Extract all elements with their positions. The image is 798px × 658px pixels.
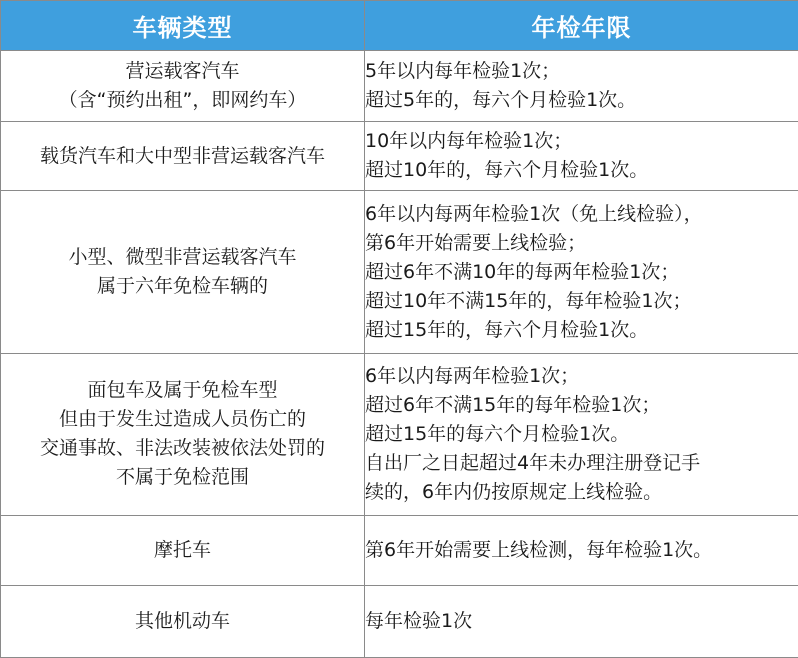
inspection-period-line: 超过6年不满10年的每两年检验1次； bbox=[365, 260, 680, 283]
table-row bbox=[1, 515, 798, 586]
inspection-period-line: 5年以内每年检验1次； bbox=[365, 60, 561, 83]
vehicle-type-line: 载货汽车和大中型非营运载客汽车 bbox=[39, 144, 325, 167]
vehicle-type-cell bbox=[1, 121, 365, 191]
vehicle-type-cell bbox=[1, 586, 365, 658]
vehicle-type-line: 小型、微型非营运载客汽车 bbox=[68, 246, 297, 269]
inspection-period-line: 6年以内每两年检验1次（免上线检验）， bbox=[365, 202, 703, 225]
table-row bbox=[1, 191, 798, 353]
inspection-period-line: 超过6年不满15年的每年检验1次； bbox=[365, 393, 661, 416]
vehicle-type-line: 其他机动车 bbox=[134, 610, 230, 633]
vehicle-type-line: 营运载客汽车 bbox=[125, 60, 240, 83]
inspection-period-cell bbox=[365, 51, 798, 122]
table-row bbox=[1, 51, 798, 122]
vehicle-type-cell bbox=[1, 353, 365, 515]
inspection-period-cell bbox=[365, 353, 798, 515]
vehicle-type-line: 不属于免检范围 bbox=[115, 466, 249, 489]
inspection-period-line: 超过15年的，每六个月检验1次。 bbox=[365, 318, 649, 341]
inspection-period-line: 第6年开始需要上线检验； bbox=[365, 231, 587, 254]
inspection-period-line: 6年以内每两年检验1次； bbox=[365, 364, 580, 387]
vehicle-type-line: 但由于发生过造成人员伤亡的 bbox=[58, 408, 306, 431]
inspection-period-line: 超过10年不满15年的，每年检验1次； bbox=[365, 289, 692, 312]
vehicle-type-cell bbox=[1, 191, 365, 353]
inspection-period-cell bbox=[365, 515, 798, 586]
vehicle-type-line: 交通事故、非法改装被依法处罚的 bbox=[39, 437, 325, 460]
inspection-period-line: 自出厂之日起超过4年未办理注册登记手 bbox=[365, 451, 701, 474]
vehicle-type-cell bbox=[1, 515, 365, 586]
header-vehicle-type: 车辆类型 bbox=[1, 1, 365, 51]
vehicle-type-cell bbox=[1, 51, 365, 122]
header-inspection-period: 年检年限 bbox=[365, 1, 798, 51]
vehicle-type-line: 面包车及属于免检车型 bbox=[87, 379, 278, 402]
table-header-row bbox=[1, 1, 798, 51]
inspection-period-line: 超过10年的，每六个月检验1次。 bbox=[365, 159, 649, 182]
inspection-period-line: 超过15年的每六个月检验1次。 bbox=[365, 422, 630, 445]
table-row bbox=[1, 586, 798, 658]
inspection-period-cell bbox=[365, 191, 798, 353]
inspection-period-line: 每年检验1次 bbox=[365, 610, 473, 633]
inspection-period-line: 第6年开始需要上线检测，每年检验1次。 bbox=[365, 539, 713, 562]
inspection-period-line: 10年以内每年检验1次； bbox=[365, 130, 573, 153]
inspection-period-line: 续的，6年内仍按原规定上线检验。 bbox=[365, 480, 663, 503]
vehicle-type-line: （含“预约出租”，即网约车） bbox=[58, 89, 307, 112]
table-row bbox=[1, 121, 798, 191]
table-row bbox=[1, 353, 798, 515]
inspection-period-cell bbox=[365, 586, 798, 658]
vehicle-type-line: 摩托车 bbox=[153, 539, 211, 562]
inspection-period-line: 超过5年的，每六个月检验1次。 bbox=[365, 89, 637, 112]
inspection-period-cell bbox=[365, 121, 798, 191]
vehicle-type-line: 属于六年免检车辆的 bbox=[96, 275, 268, 298]
